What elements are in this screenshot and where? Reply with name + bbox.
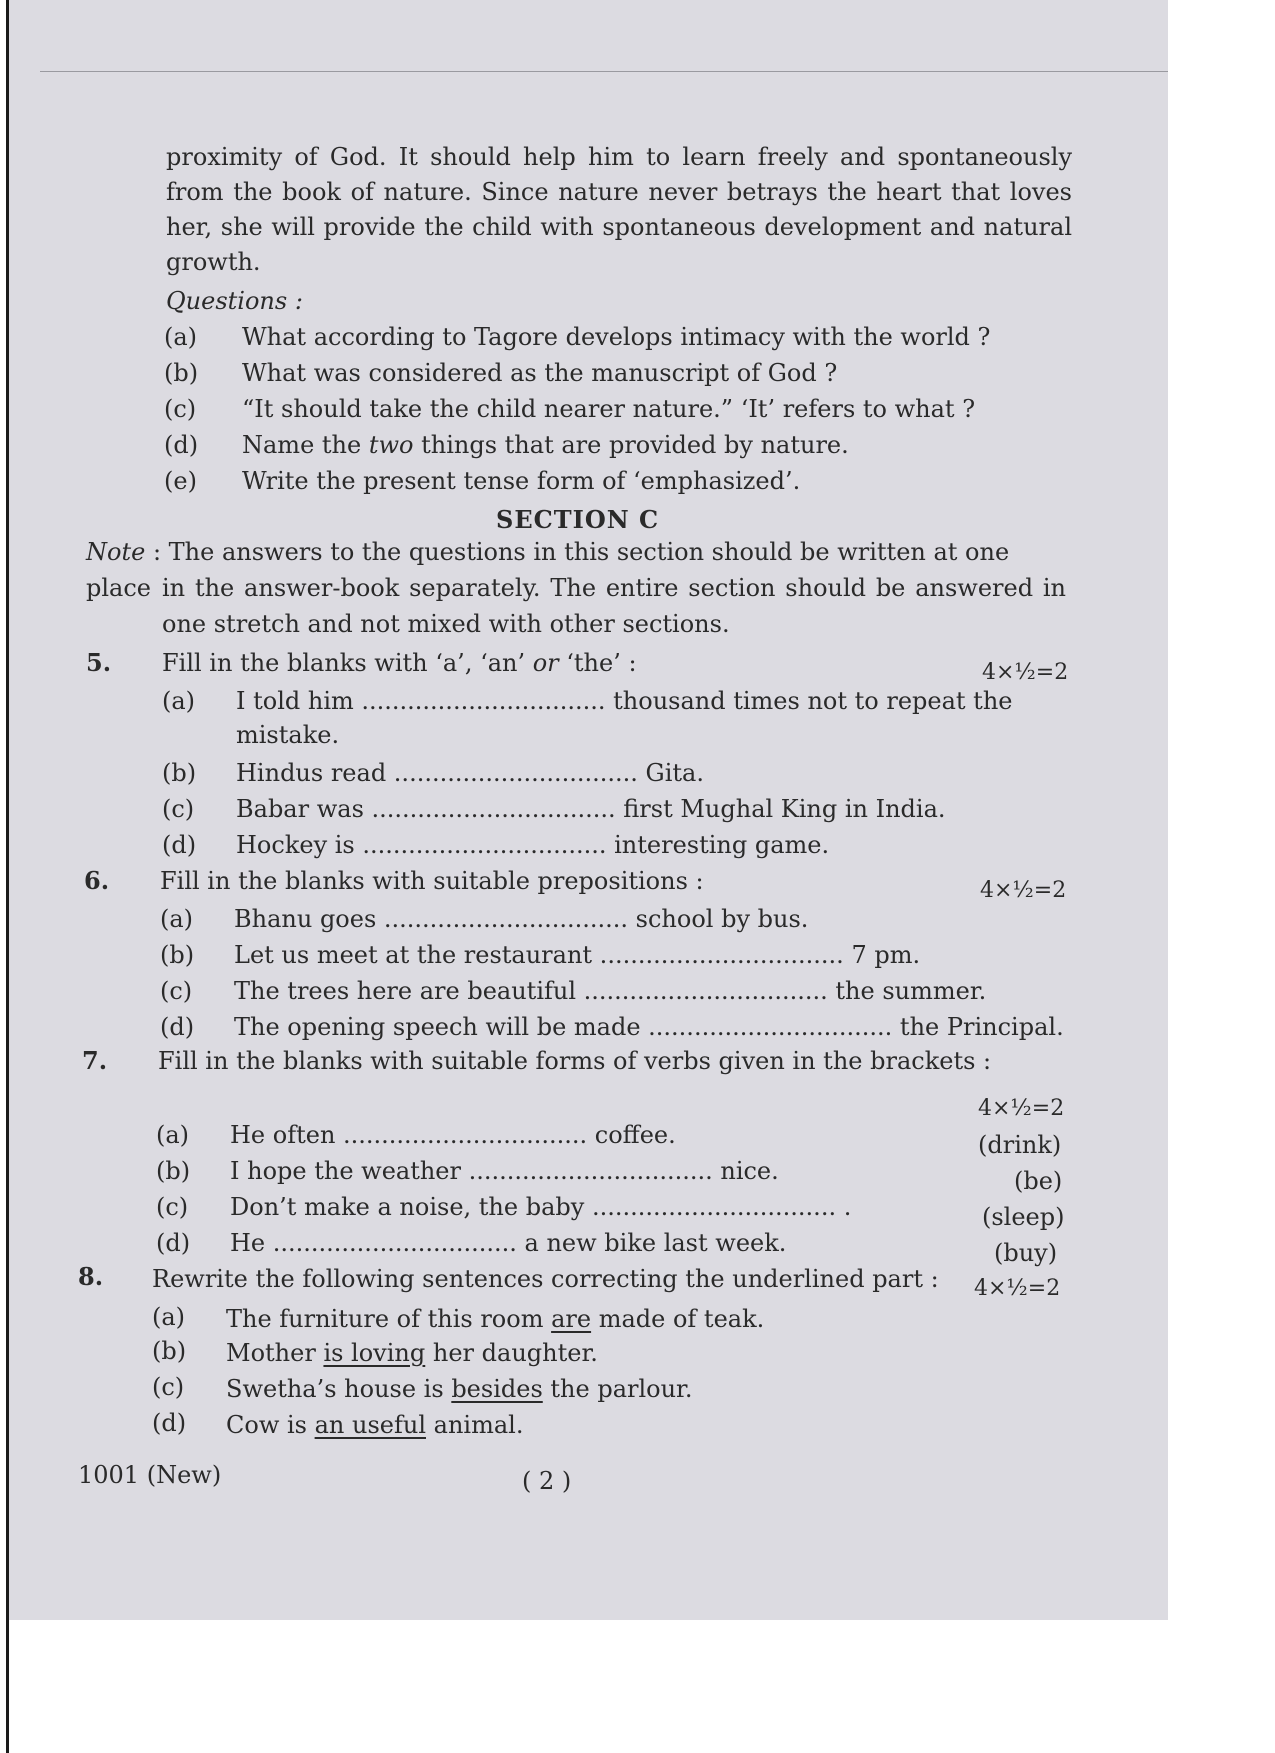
marks: 4×½=2: [978, 1096, 1065, 1121]
scan-edge: [6, 0, 9, 1753]
marks: 4×½=2: [980, 878, 1067, 903]
question-text: “It should take the child nearer nature.” ‘It’ refers to what ?: [242, 395, 976, 423]
question-label: (e): [164, 467, 197, 495]
item-label: (a): [162, 687, 196, 715]
item-text: Let us meet at the restaurant ................................ 7 pm.: [234, 941, 921, 969]
item-label: (a): [156, 1121, 190, 1149]
verb-hint: (be): [1014, 1167, 1063, 1195]
item-text: I hope the weather ................................ nice.: [230, 1157, 779, 1185]
verb-hint: (sleep): [982, 1203, 1065, 1231]
top-rule: [40, 71, 1168, 72]
item-text: Babar was ................................ first Mughal King in India.: [236, 795, 946, 823]
item-label: (c): [156, 1193, 189, 1221]
question-number: 5.: [86, 648, 112, 677]
question-prompt: Fill in the blanks with suitable prepositions :: [160, 867, 704, 895]
section-title: SECTION C: [496, 505, 660, 534]
question-label: (a): [164, 323, 198, 351]
item-text: Cow is an useful animal.: [226, 1411, 524, 1439]
item-text: The furniture of this room are made of teak.: [226, 1305, 765, 1333]
item-label: (a): [160, 905, 194, 933]
item-label: (b): [156, 1157, 191, 1185]
question-label: (c): [164, 395, 197, 423]
item-text: Hindus read ................................ Gita.: [236, 759, 704, 787]
marks: 4×½=2: [982, 660, 1069, 685]
question-number: 8.: [78, 1262, 104, 1291]
item-text-continued: mistake.: [236, 721, 340, 749]
question-prompt: Fill in the blanks with ‘a’, ‘an’ or ‘the’ :: [162, 649, 637, 677]
item-text: Don’t make a noise, the baby ................................ .: [230, 1193, 852, 1221]
page-number: ( 2 ): [522, 1467, 572, 1495]
item-label: (b): [152, 1337, 187, 1365]
item-text: He often ................................ coffee.: [230, 1121, 676, 1149]
question-label: (b): [164, 359, 199, 387]
question-text: Write the present tense form of ‘emphasized’.: [242, 467, 801, 495]
item-text: He ................................ a new bike last week.: [230, 1229, 787, 1257]
questions-heading: Questions :: [166, 287, 303, 315]
item-text: Swetha’s house is besides the parlour.: [226, 1375, 693, 1403]
item-text: Bhanu goes ................................ school by bus.: [234, 905, 809, 933]
item-text: The trees here are beautiful ................................ the summer.: [234, 977, 987, 1005]
question-text: What according to Tagore develops intimacy with the world ?: [242, 323, 991, 351]
verb-hint: (buy): [994, 1239, 1058, 1267]
item-text: Mother is loving her daughter.: [226, 1339, 598, 1367]
question-text: What was considered as the manuscript of God ?: [242, 359, 838, 387]
note-body: in the answer-book separately. The entire section should be answered in one stretch and not mixed with other sections.: [162, 574, 1066, 638]
item-label: (d): [162, 831, 197, 859]
item-label: (b): [160, 941, 195, 969]
item-text: Hockey is ................................ interesting game.: [236, 831, 830, 859]
item-label: (d): [160, 1013, 195, 1041]
item-label: (c): [160, 977, 193, 1005]
note-first-line: Note : The answers to the questions in this section should be written at one place: [86, 538, 1010, 602]
question-number: 7.: [82, 1046, 108, 1075]
item-text: The opening speech will be made ................................ the Principal.: [234, 1013, 1064, 1041]
item-label: (c): [152, 1373, 185, 1401]
item-label: (d): [152, 1409, 187, 1437]
item-label: (b): [162, 759, 197, 787]
item-text: I told him ................................ thousand times not to repeat the: [236, 687, 1013, 715]
passage-text: proximity of God. It should help him to learn freely and spontaneously from the book of nature. Since nature never betrays the heart that loves her, she will provide the child with spontaneous development and natural growth.: [166, 143, 1072, 276]
marks: 4×½=2: [974, 1276, 1061, 1301]
item-label: (d): [156, 1229, 191, 1257]
item-label: (a): [152, 1303, 186, 1331]
question-label: (d): [164, 431, 199, 459]
paper-code: 1001 (New): [78, 1461, 222, 1489]
verb-hint: (drink): [978, 1131, 1062, 1159]
question-text: Name the two things that are provided by nature.: [242, 431, 849, 459]
question-prompt: Rewrite the following sentences correcting the underlined part :: [152, 1265, 939, 1293]
question-prompt: Fill in the blanks with suitable forms of verbs given in the brackets :: [158, 1047, 992, 1075]
question-number: 6.: [84, 866, 110, 895]
item-label: (c): [162, 795, 195, 823]
